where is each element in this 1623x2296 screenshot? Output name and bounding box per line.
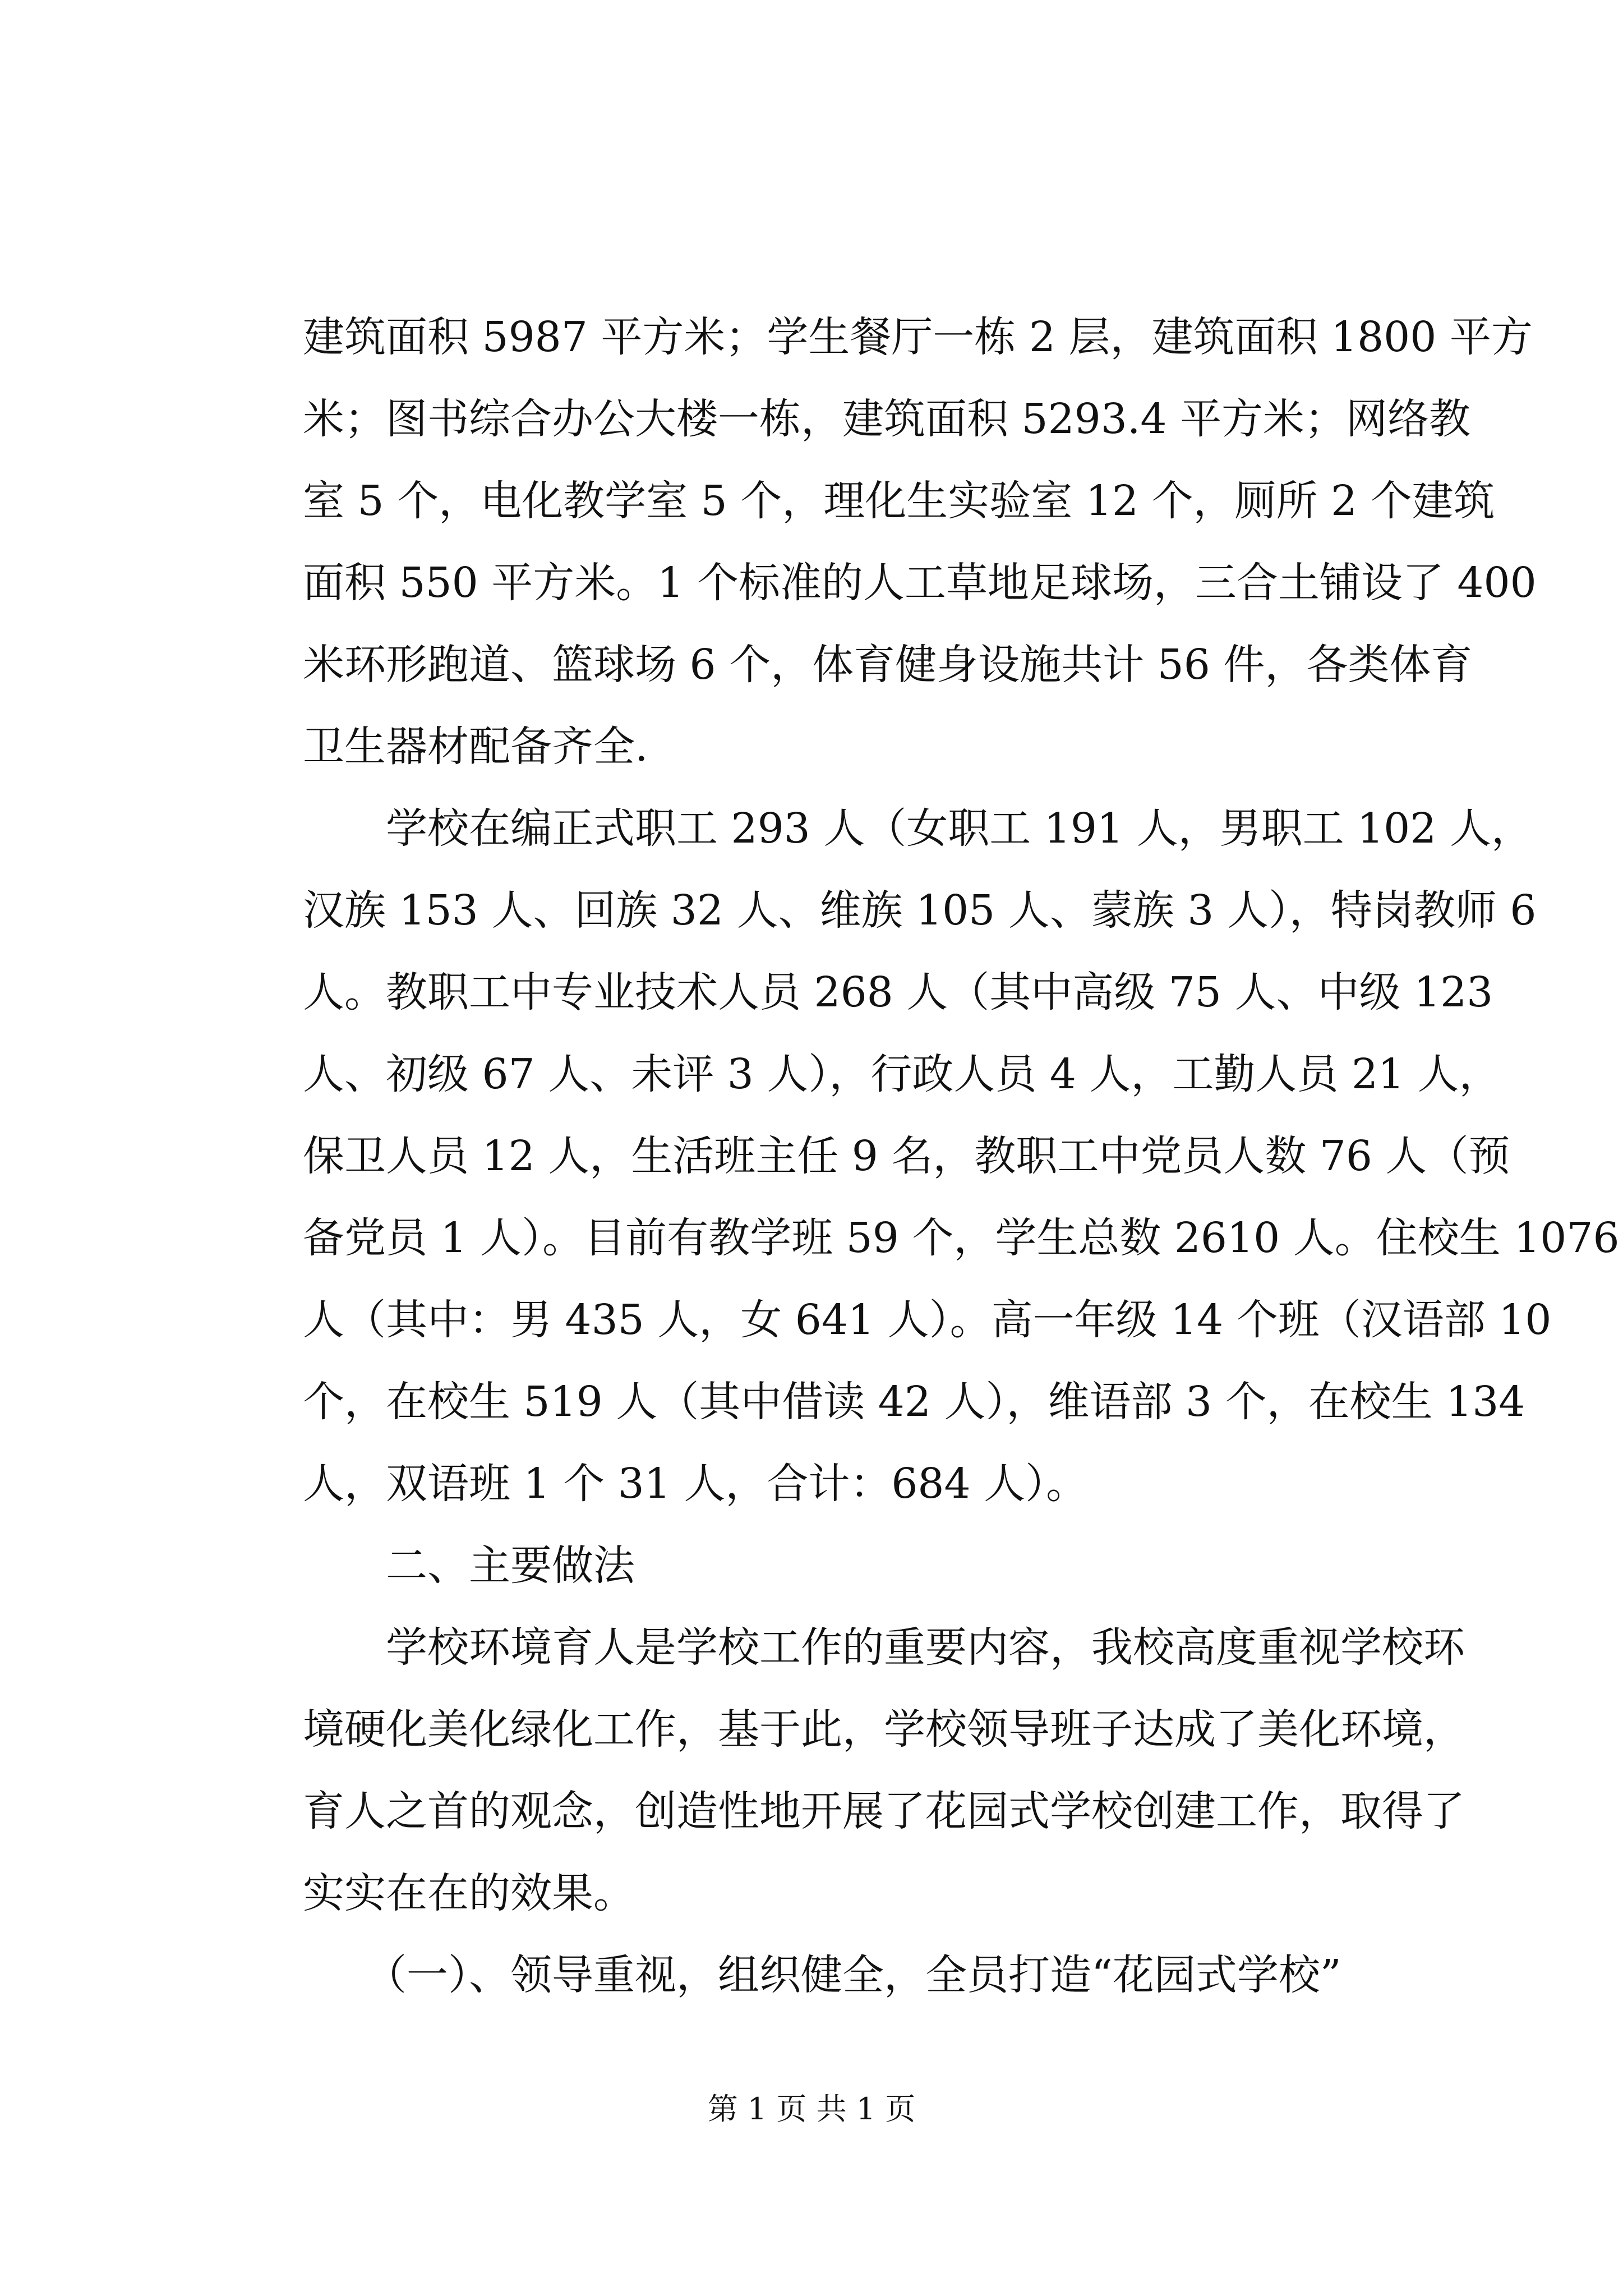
text-line: 实实在在的效果。: [303, 1869, 635, 1917]
text-line: 保卫人员 12 人，生活班主任 9 名，教职工中党员人数 76 人（预: [303, 1132, 1510, 1180]
text-line: 备党员 1 人）。目前有教学班 59 个，学生总数 2610 人。住校生 1076: [303, 1214, 1620, 1262]
section-heading: 二、主要做法: [303, 1542, 635, 1590]
text-line: 育人之首的观念，创造性地开展了花园式学校创建工作，取得了: [303, 1787, 1465, 1835]
text-line: 人，双语班 1 个 31 人，合计：684 人）。: [303, 1460, 1088, 1508]
text-line: 汉族 153 人、回族 32 人、维族 105 人、蒙族 3 人），特岗教师 6: [303, 886, 1537, 935]
text-line: 米环形跑道、篮球场 6 个，体育健身设施共计 56 件，各类体育: [303, 641, 1473, 689]
text-line: 面积 550 平方米。1 个标准的人工草地足球场，三合土铺设了 400: [303, 559, 1537, 607]
text-line: 室 5 个，电化教学室 5 个，理化生实验室 12 个，厕所 2 个建筑: [303, 477, 1495, 525]
text-line: 境硬化美化绿化工作，基于此，学校领导班子达成了美化环境，: [303, 1705, 1465, 1754]
subsection-heading: （一）、领导重视，组织健全，全员打造“花园式学校”: [303, 1951, 1341, 1999]
page-footer: 第 1 页 共 1 页: [707, 2091, 916, 2127]
document-body: [303, 296, 1620, 2016]
text-line: 人、初级 67 人、未评 3 人），行政人员 4 人，工勤人员 21 人，: [303, 1050, 1501, 1098]
text-line: 建筑面积 5987 平方米；学生餐厅一栋 2 层，建筑面积 1800 平方: [303, 313, 1533, 361]
text-line: 米；图书综合办公大楼一栋，建筑面积 5293.4 平方米；网络教: [303, 395, 1470, 443]
text-line: 学校在编正式职工 293 人（女职工 191 人，男职工 102 人，: [303, 804, 1533, 853]
text-line: 人。教职工中专业技术人员 268 人（其中高级 75 人、中级 123: [303, 968, 1493, 1016]
text-line: 人（其中：男 435 人，女 641 人）。高一年级 14 个班（汉语部 10: [303, 1296, 1552, 1344]
text-line: 个，在校生 519 人（其中借读 42 人），维语部 3 个，在校生 134: [303, 1378, 1525, 1426]
text-line: 卫生器材配备齐全.: [303, 723, 648, 771]
text-line: 学校环境育人是学校工作的重要内容，我校高度重视学校环: [303, 1623, 1465, 1672]
